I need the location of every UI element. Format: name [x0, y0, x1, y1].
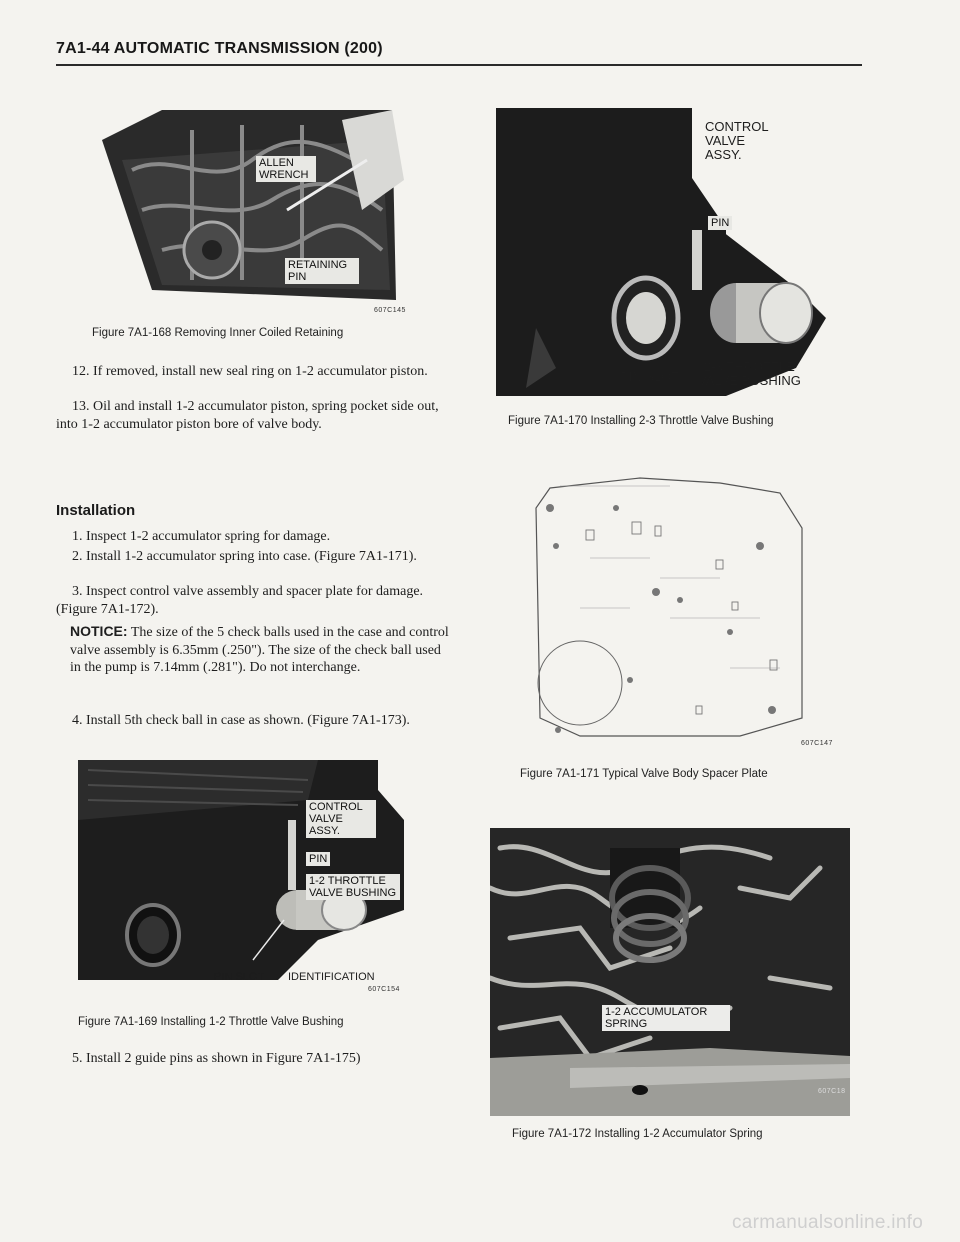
install-step-3: 3. Inspect control valve assembly and spacer plate for damage. (Figure 7A1-172). — [56, 584, 424, 617]
notice-block — [70, 623, 450, 677]
figure-168-caption: Figure 7A1-168 Removing Inner Coiled Retaining — [92, 327, 344, 339]
install-step-5: 5. Install 2 guide pins as shown in Figure 7A1-175) — [72, 1051, 361, 1066]
callout-retaining-pin: RETAINING PIN — [285, 258, 359, 284]
callout-throttle-bushing-170: 2-3 THROTTLE VALVE BUSHING — [698, 359, 801, 388]
notice-label: NOTICE: — [70, 623, 128, 639]
callout-pin-slot-169: PIN SLOT — [214, 971, 265, 983]
callout-control-valve-assy-170: CONTROL VALVE ASSY. — [705, 119, 769, 162]
figure-172-photo-id: 607C18 — [818, 1088, 846, 1095]
callout-identification-169: IDENTIFICATION — [288, 971, 375, 983]
callout-pin-170: PIN — [708, 216, 732, 230]
figure-168-photo-id: 607C145 — [374, 307, 406, 314]
callout-control-valve-assy-169: CONTROL VALVE ASSY. — [306, 800, 376, 838]
figure-172-caption: Figure 7A1-172 Installing 1-2 Accumulator Spring — [512, 1128, 763, 1140]
figure-170-photo — [496, 108, 828, 396]
notice-text: The size of the 5 check balls used in the case and control valve assembly is 6.35mm (.250"). The size of the check ball used in the pump is 7.14mm (.281"). Do not interchange. — [70, 625, 449, 675]
figure-172-photo — [490, 828, 850, 1116]
section-heading-installation: Installation — [56, 502, 136, 519]
watermark: carmanualsonline.info — [732, 1212, 924, 1233]
header-rule — [56, 64, 862, 66]
install-step-1: 1. Inspect 1-2 accumulator spring for damage. — [72, 529, 331, 544]
callout-allen-wrench: ALLEN WRENCH — [256, 156, 316, 182]
install-step-2: 2. Install 1-2 accumulator spring into case. (Figure 7A1-171). — [72, 549, 417, 564]
step-13: 13. Oil and install 1-2 accumulator piston, spring pocket side out, into 1-2 accumulator piston bore of valve body. — [56, 399, 439, 432]
figure-169-photo — [78, 760, 404, 980]
install-step-4: 4. Install 5th check ball in case as shown. (Figure 7A1-173). — [72, 713, 410, 728]
callout-throttle-bushing-169: 1-2 THROTTLE VALVE BUSHING — [306, 874, 400, 900]
page-header: 7A1-44 AUTOMATIC TRANSMISSION (200) — [56, 40, 383, 57]
figure-169-photo-id: 607C154 — [368, 986, 400, 993]
callout-pin-slot-170: PIN SLOT — [620, 369, 680, 384]
callout-accumulator-spring-172: 1-2 ACCUMULATOR SPRING — [602, 1005, 730, 1031]
figure-171-spacer-plate-drawing — [520, 468, 826, 750]
figure-170-caption: Figure 7A1-170 Installing 2-3 Throttle Valve Bushing — [508, 415, 774, 427]
figure-169-caption: Figure 7A1-169 Installing 1-2 Throttle Valve Bushing — [78, 1016, 344, 1028]
figure-171-caption: Figure 7A1-171 Typical Valve Body Spacer Plate — [520, 768, 768, 780]
callout-pin-169: PIN — [306, 852, 330, 866]
figure-171-photo-id: 607C147 — [801, 740, 833, 747]
step-12: 12. If removed, install new seal ring on 1-2 accumulator piston. — [72, 364, 428, 379]
